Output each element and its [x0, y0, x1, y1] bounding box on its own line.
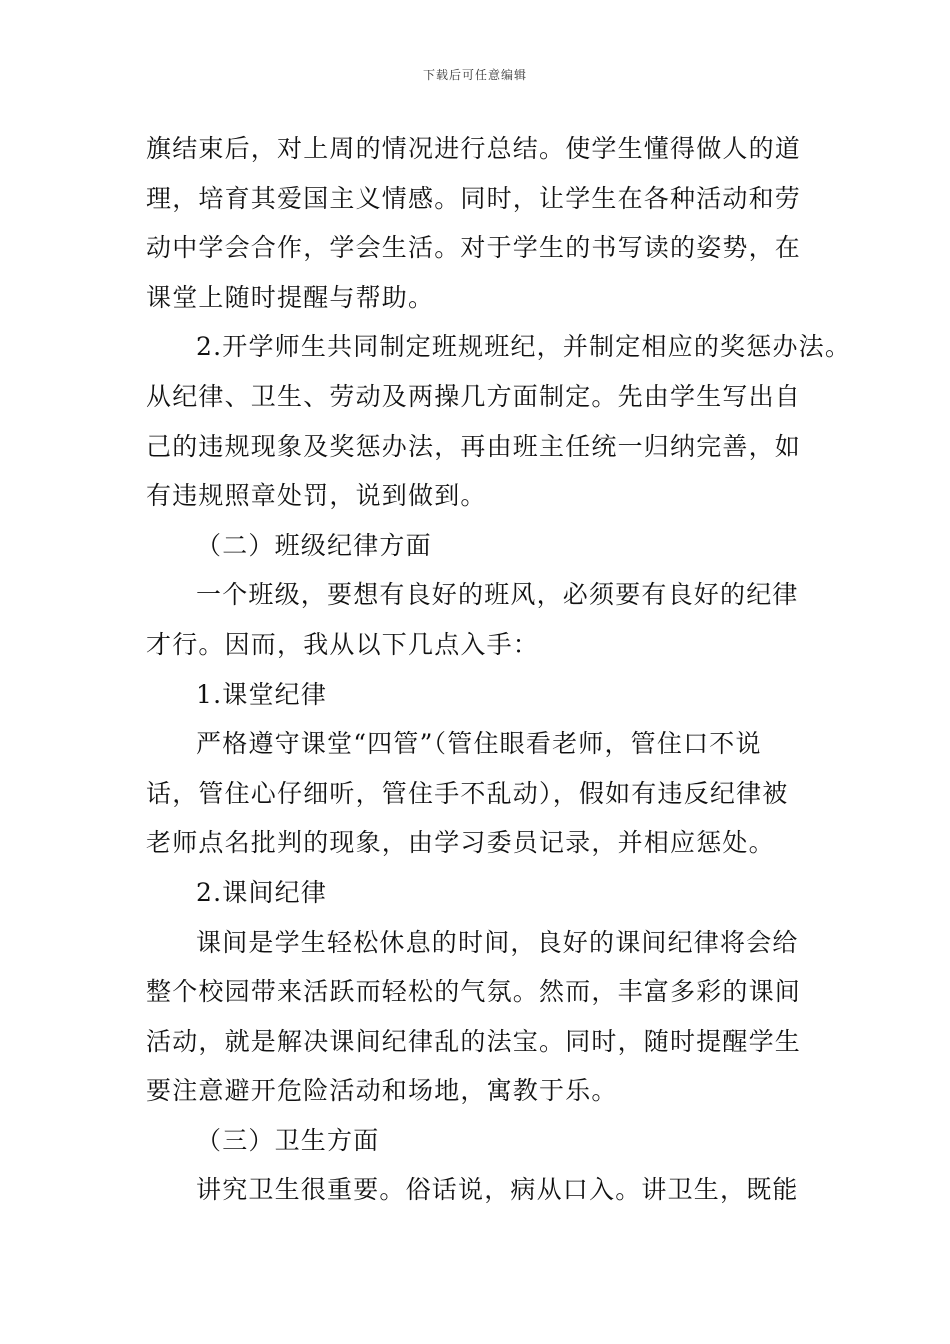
- text-line: 从纪律、卫生、劳动及两操几方面制定。先由学生写出自: [146, 381, 802, 411]
- text-line: 课间是学生轻松休息的时间，良好的课间纪律将会给: [196, 927, 799, 957]
- text-line: 2.课间纪律: [196, 877, 328, 907]
- text-line: 己的违规现象及奖惩办法，再由班主任统一归纳完善，如: [146, 431, 802, 461]
- text-line: 动中学会合作，学会生活。对于学生的书写读的姿势，在: [146, 233, 802, 263]
- text-line: 严格遵守课堂“四管”（管住眼看老师，管住口不说: [196, 729, 762, 759]
- text-line: 理，培育其爱国主义情感。同时，让学生在各种活动和劳: [146, 183, 802, 213]
- text-line: 活动，就是解决课间纪律乱的法宝。同时，随时提醒学生: [146, 1026, 802, 1056]
- text-line: 一个班级，要想有良好的班风，必须要有良好的纪律: [196, 580, 799, 610]
- text-line: （三）卫生方面: [196, 1125, 380, 1155]
- text-line: 2.开学师生共同制定班规班纪，并制定相应的奖惩办法。: [196, 332, 852, 362]
- text-line: 老师点名批判的现象，由学习委员记录，并相应惩处。: [146, 828, 775, 858]
- text-line: 话，管住心仔细听，管住手不乱动），假如有违反纪律被: [146, 778, 789, 808]
- text-line: 整个校园带来活跃而轻松的气氛。然而，丰富多彩的课间: [146, 977, 802, 1007]
- text-line: 要注意避开危险活动和场地，寓教于乐。: [146, 1076, 618, 1106]
- text-line: 才行。因而，我从以下几点入手：: [146, 629, 540, 659]
- text-line: 1.课堂纪律: [196, 679, 328, 709]
- document-body: [146, 124, 852, 1215]
- text-line: 旗结束后，对上周的情况进行总结。使学生懂得做人的道: [146, 134, 802, 163]
- page-header: 下载后可任意编辑: [422, 68, 527, 82]
- text-line: 课堂上随时提醒与帮助。: [146, 282, 435, 312]
- text-line: 有违规照章处罚，说到做到。: [146, 481, 487, 511]
- text-line: （二）班级纪律方面: [196, 530, 432, 560]
- text-line: 讲究卫生很重要。俗话说，病从口入。讲卫生，既能: [196, 1175, 799, 1205]
